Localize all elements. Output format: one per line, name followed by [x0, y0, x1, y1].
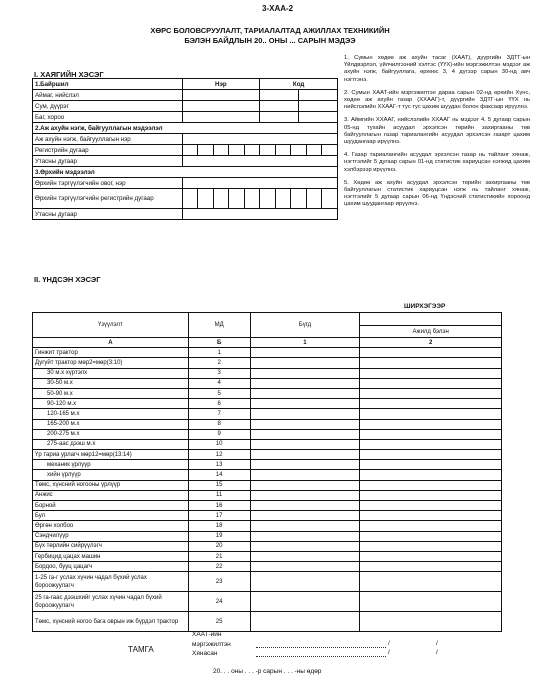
row-ready-cell[interactable]: [360, 480, 502, 490]
row-label: Гербицид цацах машин: [33, 551, 189, 561]
row-ready-cell[interactable]: [360, 378, 502, 388]
row-total-cell[interactable]: [250, 612, 360, 632]
field-bag-name[interactable]: [182, 112, 260, 123]
row-ready-cell[interactable]: [360, 490, 502, 500]
row-md: 13: [188, 460, 250, 470]
row-total-cell[interactable]: [250, 480, 360, 490]
table-row: [33, 348, 502, 358]
row-total-cell[interactable]: [250, 399, 360, 409]
note-4: 4. Газар тариалангийн асуудал эрхэлсэн газар нь тайланг хянаж, нэгтгэлийг 5 дугаар сарын 01-нд статистик хариуцсан нэгжид цахим хэлбэрээр ирүүлнэ.: [344, 152, 530, 173]
table-row: [33, 419, 502, 429]
row-label: хийн үрлүүр: [33, 470, 189, 480]
table-row: [33, 562, 502, 572]
row-label: Бордоо, бууц цацагч: [33, 562, 189, 572]
row-md: 24: [188, 592, 250, 612]
field-sum-label: Сум, дүүрэг: [33, 101, 183, 112]
row-md: 15: [188, 480, 250, 490]
section1-title: I. ХАЯГИЙН ХЭСЭГ: [34, 70, 104, 79]
address-table: [32, 78, 338, 220]
row-md: 10: [188, 439, 250, 449]
subheader-1: 1: [250, 338, 360, 348]
table-row: [33, 368, 502, 378]
note-1: 1. Сумын хөдөө аж ахуйн тасаг (ХААТ), дүүргийн ЗДТГ-ын Үйлдвэрлэл, үйлчилгээний хэлтэс (ҮҮХ)-ийн мэргэжилтэн мэдээг аж ахуйн нэгж, байгууллага, өрхөөс 3, 4 дүгээр сарын 30-нд авч нэгтгэнэ.: [344, 55, 530, 83]
signer-line3: Хянасан: [192, 650, 218, 657]
field-bag-code[interactable]: [260, 112, 338, 123]
form-title-line1: ХӨРС БОЛОВСРУУЛАЛТ, ТАРИАЛАЛТАД АЖИЛЛАХ ТЕХНИКИЙН: [150, 26, 390, 35]
table-row: [33, 531, 502, 541]
table-row: [33, 592, 502, 612]
row-md: 20: [188, 541, 250, 551]
field-aimag-code[interactable]: [260, 90, 338, 101]
row-md: 8: [188, 419, 250, 429]
field-org-phone-label: Утасны дугаар: [33, 156, 183, 167]
row-total-cell[interactable]: [250, 501, 360, 511]
row-label: 30 м.х хүртэлх: [33, 368, 189, 378]
table-row: [33, 480, 502, 490]
row-label: Үр тариа урлагч мөр12=мөр(13:14): [33, 450, 189, 460]
table-row: [33, 501, 502, 511]
col-indicator-header: Үзүүлэлт: [33, 313, 189, 338]
row-total-cell[interactable]: [250, 511, 360, 521]
signer-line2: мэргэжилтэн: [192, 641, 231, 648]
row-total-cell[interactable]: [250, 541, 360, 551]
subheader-a: А: [33, 338, 189, 348]
field-org-phone[interactable]: [182, 156, 337, 167]
row-total-cell[interactable]: [250, 592, 360, 612]
row-total-cell[interactable]: [250, 490, 360, 500]
group1-title: 1.Байршил: [33, 79, 183, 90]
row-total-cell[interactable]: [250, 419, 360, 429]
field-aimag-label: Аймаг, нийслэл: [33, 90, 183, 101]
field-head-phone[interactable]: [182, 209, 337, 220]
main-table: [32, 312, 502, 632]
field-head-name-label: Өрхийн тэргүүлэгчийн овог, нэр: [33, 178, 183, 189]
row-label: 120-165 м.х: [33, 409, 189, 419]
row-total-cell[interactable]: [250, 439, 360, 449]
row-md: 4: [188, 378, 250, 388]
row-label: 25 га-гаас дээшхийг услах хүчин чадал бүхий бороожуулагч: [33, 592, 189, 612]
row-total-cell[interactable]: [250, 409, 360, 419]
row-md: 5: [188, 388, 250, 398]
row-md: 2: [188, 358, 250, 368]
row-md: 22: [188, 562, 250, 572]
group-header-pieces: ШИРХЭГЭЭР: [404, 303, 446, 310]
row-ready-cell[interactable]: [360, 592, 502, 612]
col-name-header: Нэр: [182, 79, 260, 90]
row-ready-cell[interactable]: [360, 551, 502, 561]
row-total-cell[interactable]: [250, 450, 360, 460]
table-row: [33, 612, 502, 632]
row-total-cell[interactable]: [250, 358, 360, 368]
row-ready-cell[interactable]: [360, 612, 502, 632]
row-md: 17: [188, 511, 250, 521]
signer-line1: ХААТ-ийн: [192, 631, 222, 638]
slash-1a: /: [388, 640, 390, 647]
table-row: [33, 511, 502, 521]
row-ready-cell[interactable]: [360, 450, 502, 460]
row-label: Борной: [33, 501, 189, 511]
col-code-header: Код: [260, 79, 338, 90]
table-row: [33, 378, 502, 388]
field-sum-name[interactable]: [182, 101, 260, 112]
row-ready-cell[interactable]: [360, 470, 502, 480]
row-label: 165-200 м.х: [33, 419, 189, 429]
field-org-register[interactable]: [182, 145, 337, 156]
row-label: 90-120 м.х: [33, 399, 189, 409]
table-row: [33, 439, 502, 449]
group3-title: 3.Өрхийн мэдээлэл: [33, 167, 338, 178]
field-org-name-label: Аж ахуйн нэгж, байгууллагын нэр: [33, 134, 183, 145]
row-md: 23: [188, 572, 250, 592]
slash-2b: /: [436, 649, 438, 656]
row-total-cell[interactable]: [250, 562, 360, 572]
table-row: [33, 470, 502, 480]
signature-line-2[interactable]: [256, 649, 386, 657]
table-row: [33, 521, 502, 531]
row-label: Өргөн холбоо: [33, 521, 189, 531]
instructions-notes: [344, 55, 530, 215]
row-md: 19: [188, 531, 250, 541]
table-row: [33, 460, 502, 470]
table-row: [33, 572, 502, 592]
row-label: 275-аас дээш м.х: [33, 439, 189, 449]
table-row: [33, 399, 502, 409]
row-md: 21: [188, 551, 250, 561]
row-md: 9: [188, 429, 250, 439]
table-row: [33, 551, 502, 561]
row-ready-cell[interactable]: [360, 429, 502, 439]
col-total-header: Бүгд: [250, 313, 360, 338]
subheader-2: 2: [360, 338, 502, 348]
row-label: Дугуйт трактор мөр2=мөр(3:10): [33, 358, 189, 368]
field-org-register-label: Регистрийн дугаар: [33, 145, 183, 156]
row-total-cell[interactable]: [250, 378, 360, 388]
row-ready-cell[interactable]: [360, 358, 502, 368]
row-ready-cell[interactable]: [360, 562, 502, 572]
row-total-cell[interactable]: [250, 531, 360, 541]
field-org-name[interactable]: [182, 134, 337, 145]
row-label: 50-90 м.х: [33, 388, 189, 398]
row-ready-cell[interactable]: [360, 501, 502, 511]
field-aimag-name[interactable]: [182, 90, 260, 101]
row-md: 14: [188, 470, 250, 480]
signature-line-1[interactable]: [256, 640, 386, 648]
row-ready-cell[interactable]: [360, 388, 502, 398]
field-head-register-label: Өрхийн тэргүүлэгчийн регистрийн дугаар: [33, 189, 183, 209]
date-line: 20. . . оны . . . -р сарын . . . -ны өдөр: [213, 668, 322, 675]
row-total-cell[interactable]: [250, 429, 360, 439]
row-ready-cell[interactable]: [360, 399, 502, 409]
section2-title: II. ҮНДСЭН ХЭСЭГ: [34, 275, 101, 284]
row-md: 7: [188, 409, 250, 419]
table-row: [33, 541, 502, 551]
row-ready-cell[interactable]: [360, 572, 502, 592]
row-label: механик үрлүүр: [33, 460, 189, 470]
row-ready-cell[interactable]: [360, 521, 502, 531]
header-spacer: [360, 313, 502, 326]
row-ready-cell[interactable]: [360, 368, 502, 378]
row-total-cell[interactable]: [250, 368, 360, 378]
row-md: 25: [188, 612, 250, 632]
row-md: 16: [188, 501, 250, 511]
row-ready-cell[interactable]: [360, 409, 502, 419]
row-total-cell[interactable]: [250, 470, 360, 480]
row-md: 11: [188, 490, 250, 500]
note-5: 5. Хөдөө аж ахуйн асуудал эрхэлсэн төрийн захиргааны төв байгууллагын статистик хариуцсан нэгж нь тайланг хянаж, нэгтгэлийг 5 дугаар сарын 06-нд Үндэсний статистикийн хороонд цахим шуудангаар ирүүлнэ.: [344, 179, 530, 208]
note-3: 3. Аймгийн ХХААГ, нийслэлийн ХХААГ нь мэдээг 4, 5 дугаар сарын 05-нд тухайн асуудал эрхэлсэн төрийн захиргааны төв байгууллагын газар тариалангийн асуудал эрхэлсэн газарт цахим шуудангаар ирүүлнэ.: [344, 117, 530, 146]
row-ready-cell[interactable]: [360, 348, 502, 358]
row-label: Сэндчилүүр: [33, 531, 189, 541]
row-ready-cell[interactable]: [360, 511, 502, 521]
row-total-cell[interactable]: [250, 460, 360, 470]
row-label: Төмс, хүнсний ногооны үрлүүр: [33, 480, 189, 490]
col-md-header: МД: [188, 313, 250, 338]
row-total-cell[interactable]: [250, 521, 360, 531]
row-ready-cell[interactable]: [360, 419, 502, 429]
row-md: 1: [188, 348, 250, 358]
row-total-cell[interactable]: [250, 388, 360, 398]
row-label: Анжис: [33, 490, 189, 500]
row-total-cell[interactable]: [250, 551, 360, 561]
row-label: 200-275 м.х: [33, 429, 189, 439]
field-head-register[interactable]: [182, 189, 337, 209]
row-total-cell[interactable]: [250, 572, 360, 592]
slash-2a: /: [388, 649, 390, 656]
table-row: [33, 409, 502, 419]
row-md: 18: [188, 521, 250, 531]
stamp-label: ТАМГА: [128, 645, 154, 654]
row-ready-cell[interactable]: [360, 541, 502, 551]
row-total-cell[interactable]: [250, 348, 360, 358]
row-label: Бүх төрлийн сийрүүлэгч: [33, 541, 189, 551]
field-head-name[interactable]: [182, 178, 337, 189]
col-ready-header: Ажилд бэлэн: [360, 326, 502, 338]
slash-1b: /: [436, 640, 438, 647]
row-label: 1-25 га-г услах хүчин чадал бүхий услах бороожуулагч: [33, 572, 189, 592]
field-head-phone-label: Утасны дугаар: [33, 209, 183, 220]
row-label: 30-50 м.х: [33, 378, 189, 388]
row-md: 6: [188, 399, 250, 409]
form-title-line2: БЭЛЭН БАЙДЛЫН 20.. ОНЫ ... САРЫН МЭДЭЭ: [184, 36, 356, 45]
subheader-b: Б: [188, 338, 250, 348]
table-row: [33, 490, 502, 500]
field-bag-label: Баг, хороо: [33, 112, 183, 123]
row-label: Төмс, хүнсний ногоо бага оврын иж бүрдэл трактор: [33, 612, 189, 632]
field-sum-code[interactable]: [260, 101, 338, 112]
table-row: [33, 388, 502, 398]
form-code: 3-ХАА-2: [262, 4, 294, 13]
row-ready-cell[interactable]: [360, 439, 502, 449]
row-md: 3: [188, 368, 250, 378]
row-md: 12: [188, 450, 250, 460]
table-row: [33, 450, 502, 460]
table-row: [33, 358, 502, 368]
row-ready-cell[interactable]: [360, 460, 502, 470]
row-label: Бул: [33, 511, 189, 521]
table-row: [33, 429, 502, 439]
row-ready-cell[interactable]: [360, 531, 502, 541]
note-2: 2. Сумын ХААТ-ийн мэргэжилтэн дараа сарын 02-нд өрхийн Хүнс, хөдөө аж ахуйн газар (ХХААГ)-т, дүүргийн ЗДТГ-ын ҮҮХ нь нийслэлийн ХХААГ-т тус тус цахим шуудан болон факсаар ирүүлнэ.: [344, 89, 530, 111]
row-label: Гинжит трактор: [33, 348, 189, 358]
group2-title: 2.Аж ахуйн нэгж, байгууллагын мэдээлэл: [33, 123, 338, 134]
